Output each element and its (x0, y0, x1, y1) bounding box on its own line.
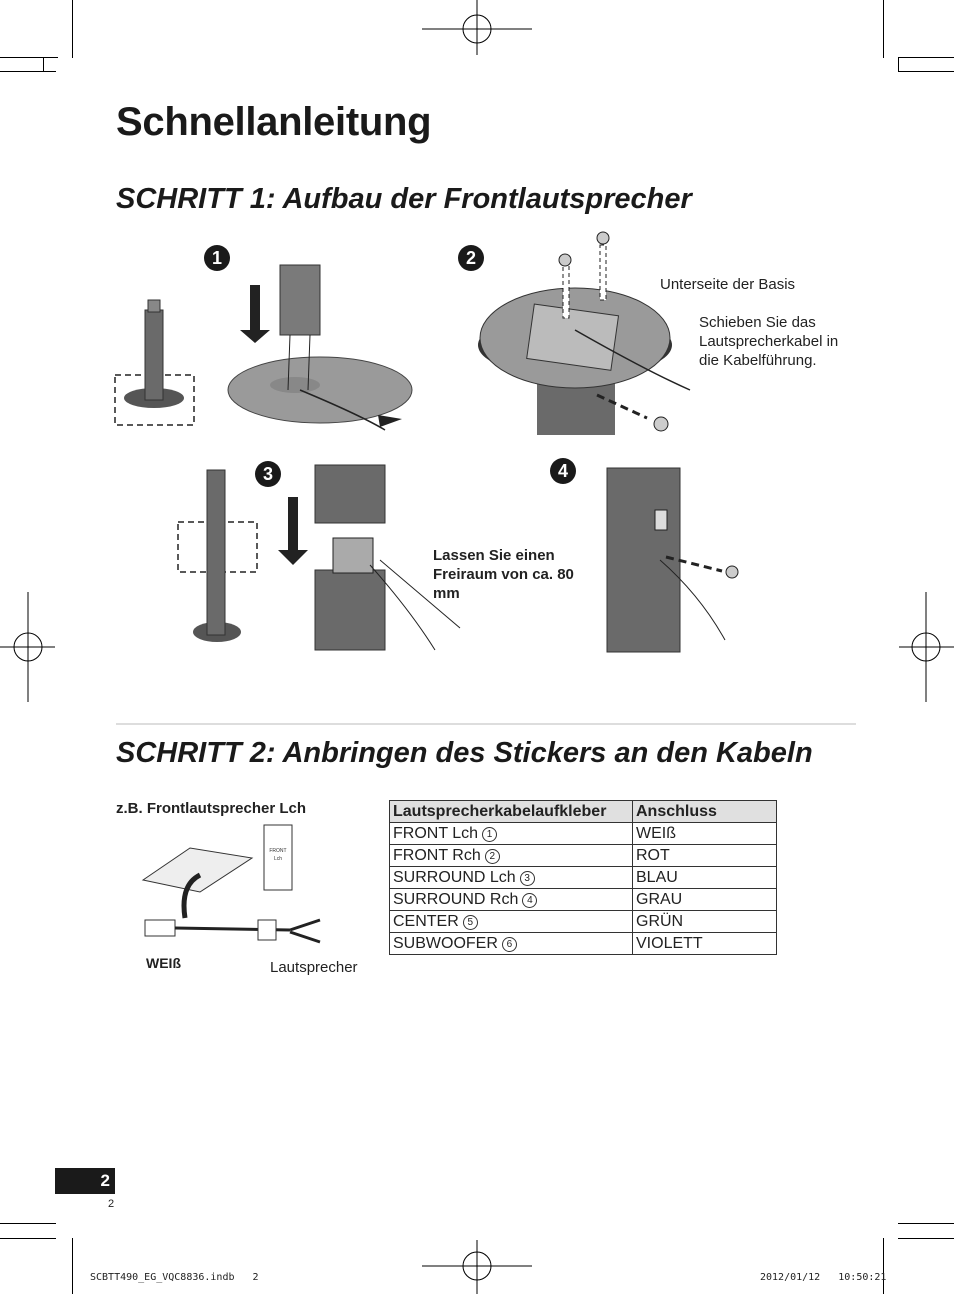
figure-number-4: 4 (550, 458, 576, 484)
table-cell-sticker: FRONT Rch (393, 846, 481, 864)
table-row (390, 845, 777, 867)
example-label: z.B. Frontlautsprecher Lch (116, 800, 307, 817)
step2-heading: SCHRITT 2: Anbringen des Stickers an den Kabeln (116, 737, 813, 769)
table-cell-sticker: SUBWOOFER (393, 934, 498, 952)
page-number-small: 2 (108, 1198, 115, 1210)
label-clearance: Lassen Sie einen Freiraum von ca. 80 mm (433, 547, 574, 602)
footer-file: SCBTT490_EG_VQC8836.indb 2 (90, 1272, 259, 1283)
label-cable-guide: Schieben Sie das Lautsprecherkabel in die Kabelführung. (699, 314, 839, 369)
sticker-text-lch: Lch (273, 856, 283, 862)
assembly-illustration-3 (170, 460, 470, 655)
table-cell-sticker: SURROUND Lch (393, 868, 516, 886)
assembly-illustration-4 (600, 465, 750, 655)
circled-number: 4 (522, 893, 537, 908)
label-white: WEIß (146, 955, 181, 971)
circled-number: 2 (485, 849, 500, 864)
table-cell-connection: GRÜN (633, 911, 777, 933)
circled-number: 5 (463, 915, 478, 930)
table-row (390, 867, 777, 889)
sticker-illustration (140, 820, 340, 950)
table-cell-sticker: FRONT Lch (393, 824, 479, 842)
table-row (390, 933, 777, 955)
section-divider (116, 723, 856, 725)
figure-number-3: 3 (255, 461, 281, 487)
table-cell-connection: ROT (633, 845, 777, 867)
wire-sticker-table (389, 800, 777, 955)
step1-heading: SCHRITT 1: Aufbau der Frontlautsprecher (116, 183, 692, 215)
table-cell-connection: WEIß (633, 823, 777, 845)
table-row (390, 823, 777, 845)
table-row (390, 889, 777, 911)
figure-number-2: 2 (458, 245, 484, 271)
footer-timestamp: 2012/01/12 10:50:21 (760, 1272, 887, 1283)
table-header-row (390, 801, 777, 823)
page-number: 2 (100, 1171, 110, 1190)
table-header-sticker: Lautsprecherkabelaufkleber (390, 801, 633, 823)
label-speaker: Lautsprecher (270, 959, 358, 976)
sticker-text-front: FRONT (269, 848, 287, 854)
table-cell-sticker: CENTER (393, 912, 459, 930)
table-header-connection: Anschluss (633, 801, 777, 823)
table-cell-sticker: SURROUND Rch (393, 890, 519, 908)
page-title: Schnellanleitung (116, 100, 432, 144)
circled-number: 6 (502, 937, 517, 952)
circled-number: 1 (482, 827, 497, 842)
table-cell-connection: VIOLETT (633, 933, 777, 955)
assembly-illustration-2 (475, 230, 705, 435)
circled-number: 3 (520, 871, 535, 886)
table-cell-connection: BLAU (633, 867, 777, 889)
label-base-underside: Unterseite der Basis (660, 276, 796, 293)
table-cell-connection: GRAU (633, 889, 777, 911)
table-row (390, 911, 777, 933)
figure-number-1: 1 (204, 245, 230, 271)
assembly-illustration-1 (110, 255, 420, 440)
